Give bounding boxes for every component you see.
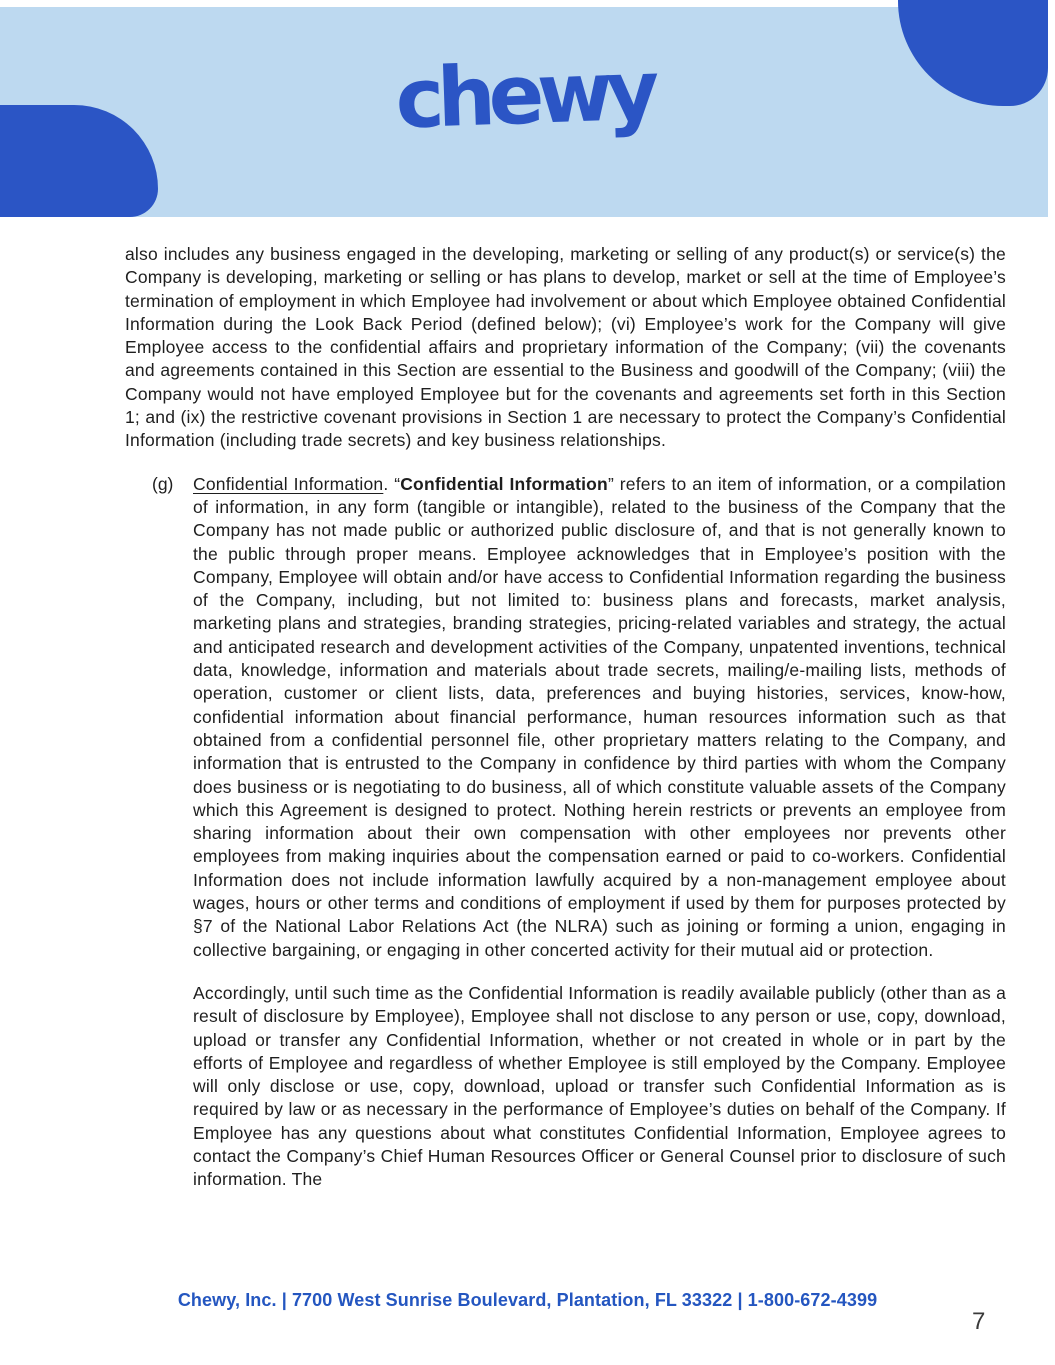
clause-g-marker: (g): [152, 473, 174, 494]
clause-g: [125, 473, 1006, 1192]
clause-g-heading-underlined: Confidential Information: [193, 473, 384, 494]
chewy-logo: chewy: [394, 43, 654, 148]
clause-g-close-quote: ”: [607, 473, 614, 494]
page-number: 7: [972, 1308, 986, 1335]
page-header: [0, 0, 1048, 217]
clause-g-paragraph-1: [193, 473, 1006, 962]
clause-g-body-text: refers to an item of information, or a compilation of information, in any form (tangible or intangible), related to the business of the Company that the Company has not made public or authorized public disclosure of, and that is not generally known to the public through proper means. Employee acknowledges that in Employee’s position with the Company, Employee will obtain and/or have access to Confidential Information regarding the business of the Company, including, but not limited to: business plans and forecasts, market analysis, marketing plans and strategies, branding strategies, pricing-related variables and strategy, the actual and anticipated research and development activities of the Company, unpatented inventions, technical data, knowledge, information and materials about trade secrets, mailing/e-mailing lists, methods of operation, customer or client lists, data, preferences and buying histories, services, know-how, confidential information about financial performance, human resources information such as that obtained from a confidential personnel file, other proprietary matters relating to the Company, and information that is entrusted to the Company in confidence by third parties with whom the Company does business or is negotiating to do business, all of which constitute valuable assets of the Company which this Agreement is designed to protect. Nothing herein restricts or prevents an employee from sharing information about their own compensation with other employees nor prevents other employees from making inquiries about the compensation earned or paid to co-workers. Confidential Information does not include information lawfully acquired by a non-management employee about wages, hours or other terms and conditions of employment if used by them for purposes protected by §7 of the National Labor Relations Act (the NLRA) such as joining or forming a union, engaging in collective bargaining, or engaging in other concerted activity for their mutual aid or protection.: [193, 473, 1006, 960]
document-body: [125, 243, 1006, 1192]
clause-g-open-quote: “: [394, 473, 401, 494]
intro-paragraph: also includes any business engaged in the developing, marketing or selling of any product(s) or service(s) the Company is developing, marketing or selling or has plans to develop, market or sell at the time of Employee’s termination of employment in which Employee had involvement or about which Employee obtained Confidential Information during the Look Back Period (defined below); (vi) Employee’s work for the Company will give Employee access to the confidential affairs and proprietary information of the Company; (vii) the covenants and agreements contained in this Section are essential to the Business and goodwill of the Company; (viii) the Company would not have employed Employee but for the covenants and agreements set forth in this Section 1; and (ix) the restrictive covenant provisions in Section 1 are necessary to protect the Company’s Confidential Information (including trade secrets) and key business relationships.: [125, 244, 1006, 451]
clause-g-heading-separator: .: [383, 473, 395, 494]
clause-g-paragraph-2: Accordingly, until such time as the Confidential Information is readily available publicly (other than as a result of disclosure by Employee), Employee shall not disclose to any person or use, copy, download, upload or transfer any Confidential Information, whether or not created in whole or in part by the efforts of Employee and regardless of whether Employee is still employed by the Company. Employee will only disclose or use, copy, download, upload or transfer such Confidential Information as is required by law or as necessary in the performance of Employee’s duties on behalf of the Company. If Employee has any questions about what constitutes Confidential Information, Employee agrees to contact the Company’s Chief Human Resources Officer or General Counsel prior to disclosure of such information. The: [193, 982, 1006, 1190]
footer-address: Chewy, Inc. | 7700 West Sunrise Boulevard, Plantation, FL 33322 | 1-800-672-4399: [177, 1290, 878, 1310]
clause-g-heading-bold: Confidential Information: [400, 473, 608, 494]
